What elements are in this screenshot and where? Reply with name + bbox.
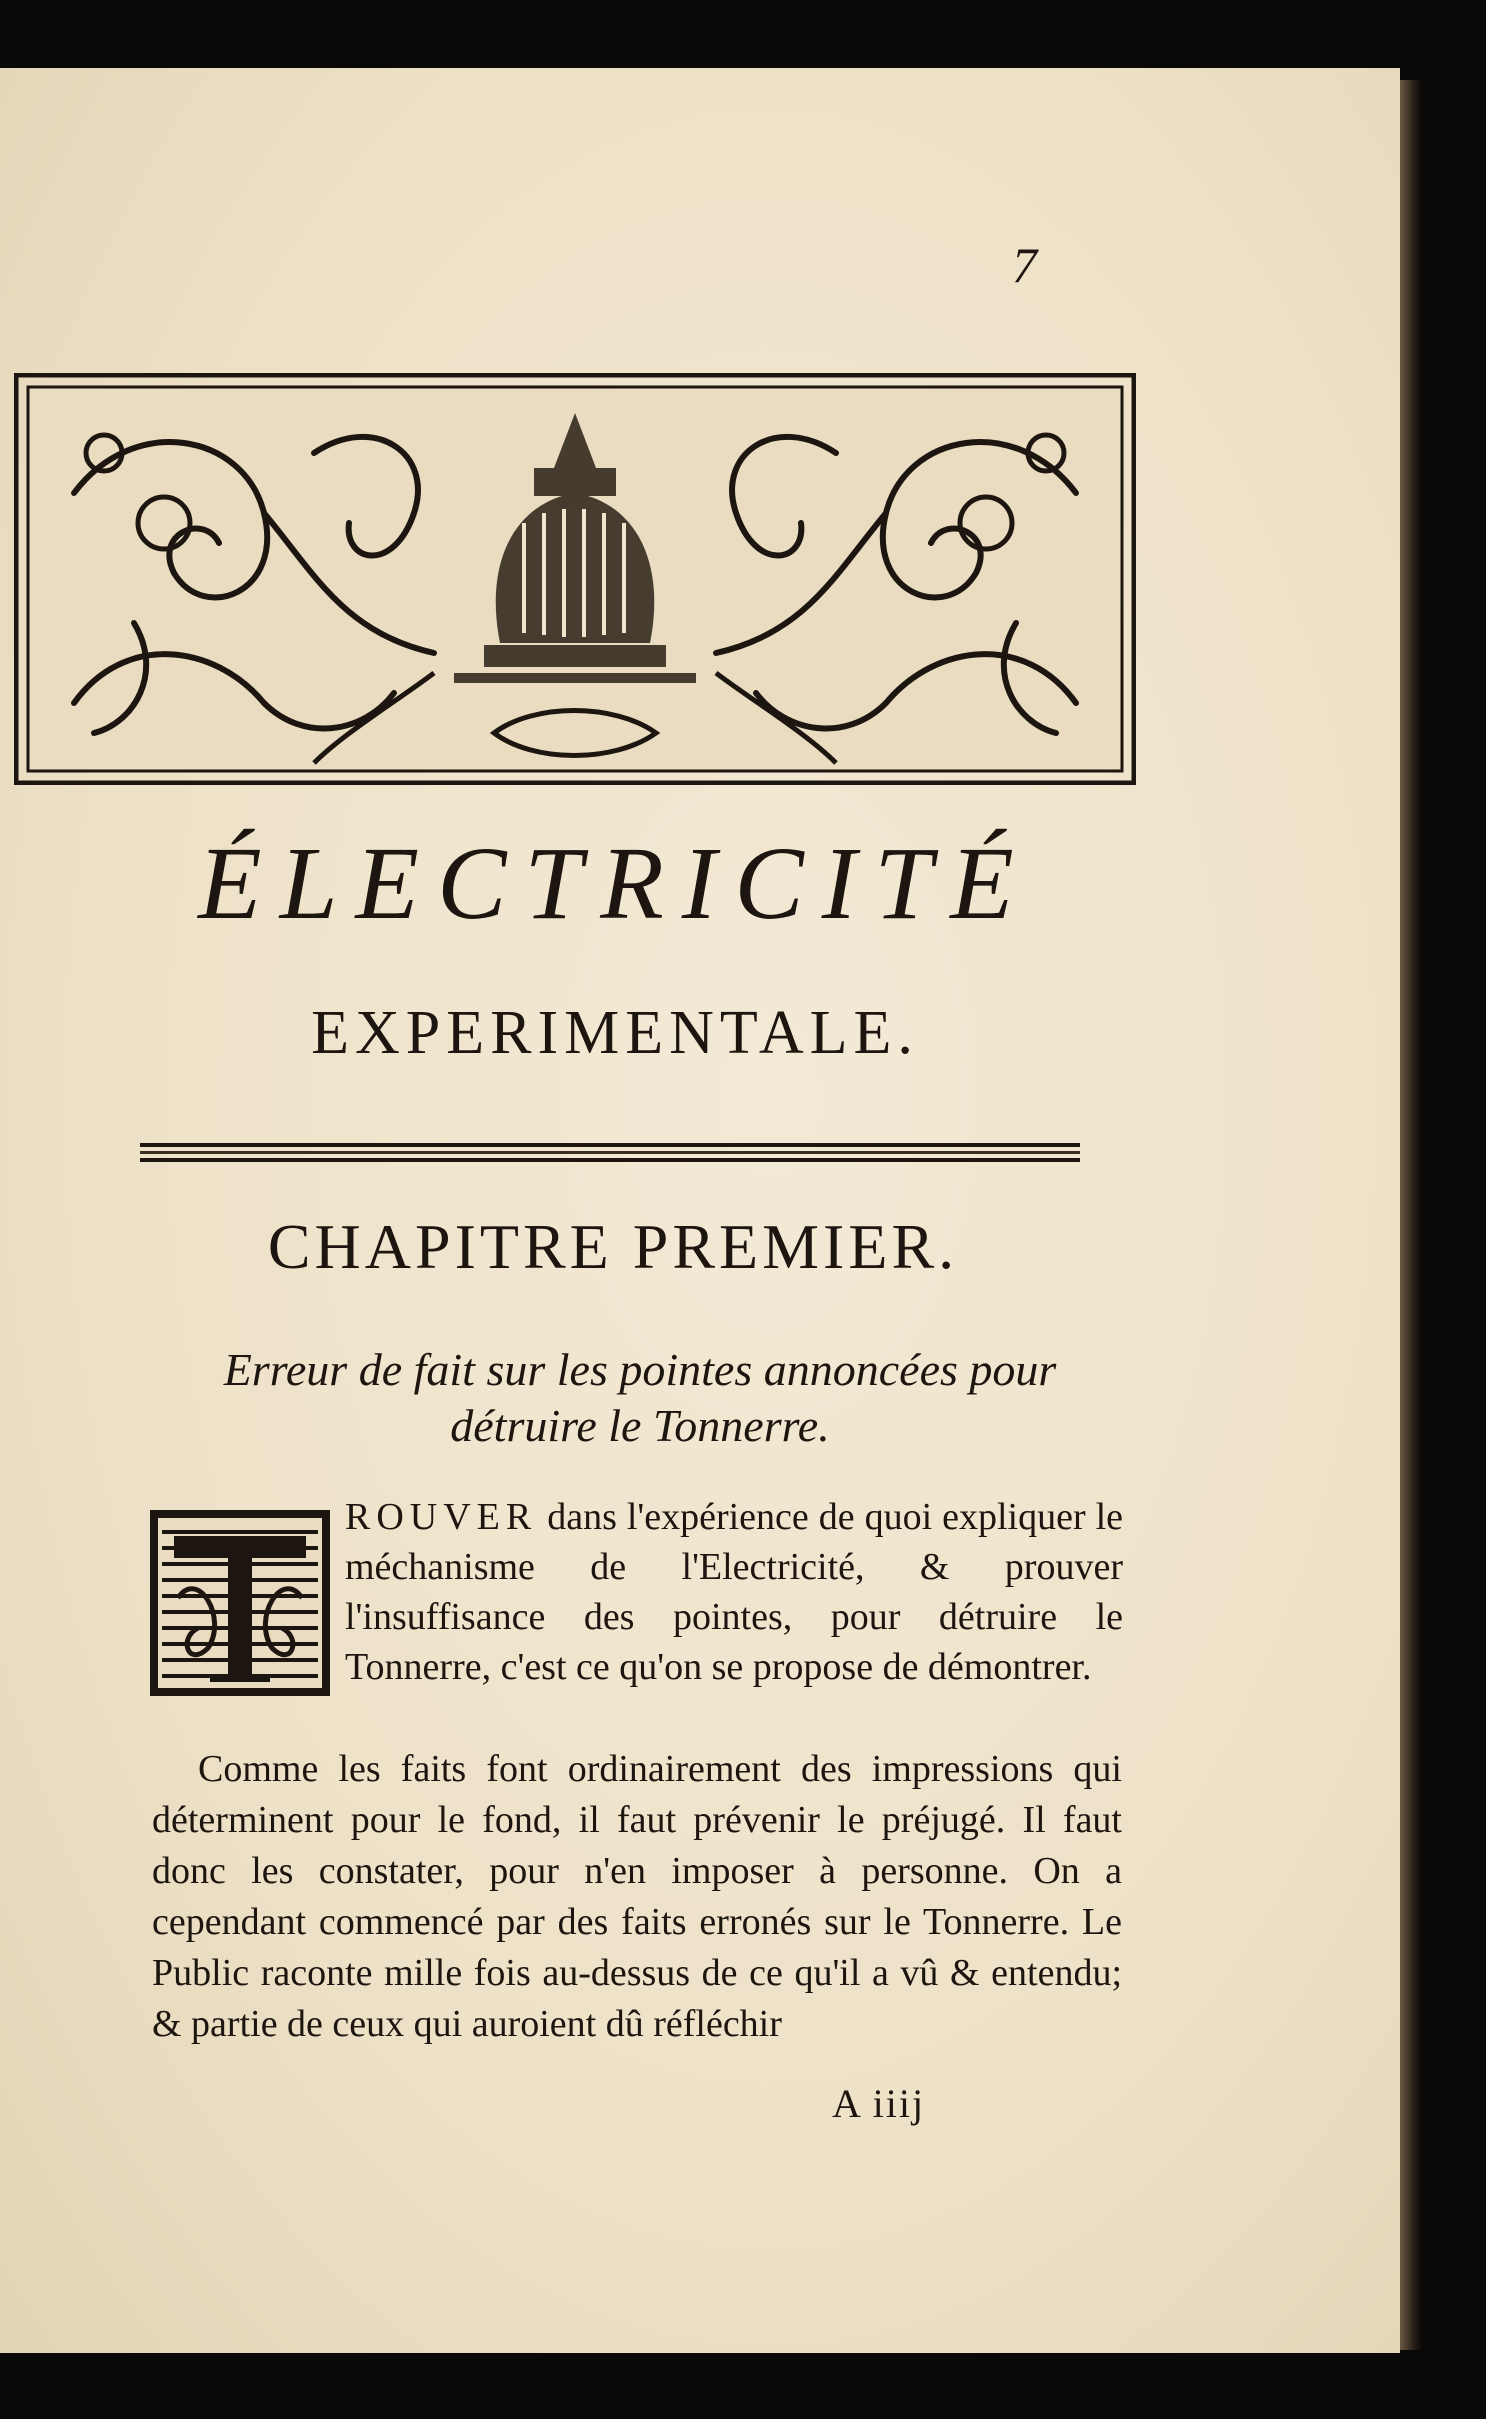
paragraph-1-lead: ROUVER [345, 1496, 538, 1538]
paragraph-2: Comme les faits font ordinairement des impressions qui déterminent pour le fond, il faut prévenir le préjugé. Il faut donc les constater, pour n'en imposer à personne. On a cependant commencé par des faits erronés sur le Tonnerre. Le Public raconte mille fois au-dessus de ce qu'il a vû & entendu; & partie de ceux qui auroient dû réfléchir [152, 1748, 1122, 2045]
drop-cap-t-icon [148, 1508, 332, 1698]
paragraph-1-rest: dans l'expérience de quoi expliquer le méchanisme de l'Electricité, & prouver l'insuffisance des pointes, pour détruire le Tonnerre, c'est ce qu'on se propose de démontrer. [345, 1496, 1123, 1688]
page-number: 7 [1012, 237, 1037, 293]
chapter-heading: CHAPITRE PREMIER. [267, 1211, 959, 1282]
page-edge-shadow [1400, 80, 1422, 2350]
paragraph-1 [345, 1492, 1123, 1692]
double-rule-divider [140, 1141, 1080, 1163]
signature-mark: A iiij [832, 2081, 926, 2126]
title-line-1: ÉLECTRICITÉ [198, 826, 1032, 941]
vase-acanthus-scroll-ornament-icon [14, 373, 1136, 785]
title-line-2: EXPERIMENTALE. [311, 999, 919, 1067]
chapter-subtitle: Erreur de fait sur les pointes annoncées pour détruire le Tonnerre. [223, 1344, 1057, 1451]
book-page [0, 68, 1400, 2353]
